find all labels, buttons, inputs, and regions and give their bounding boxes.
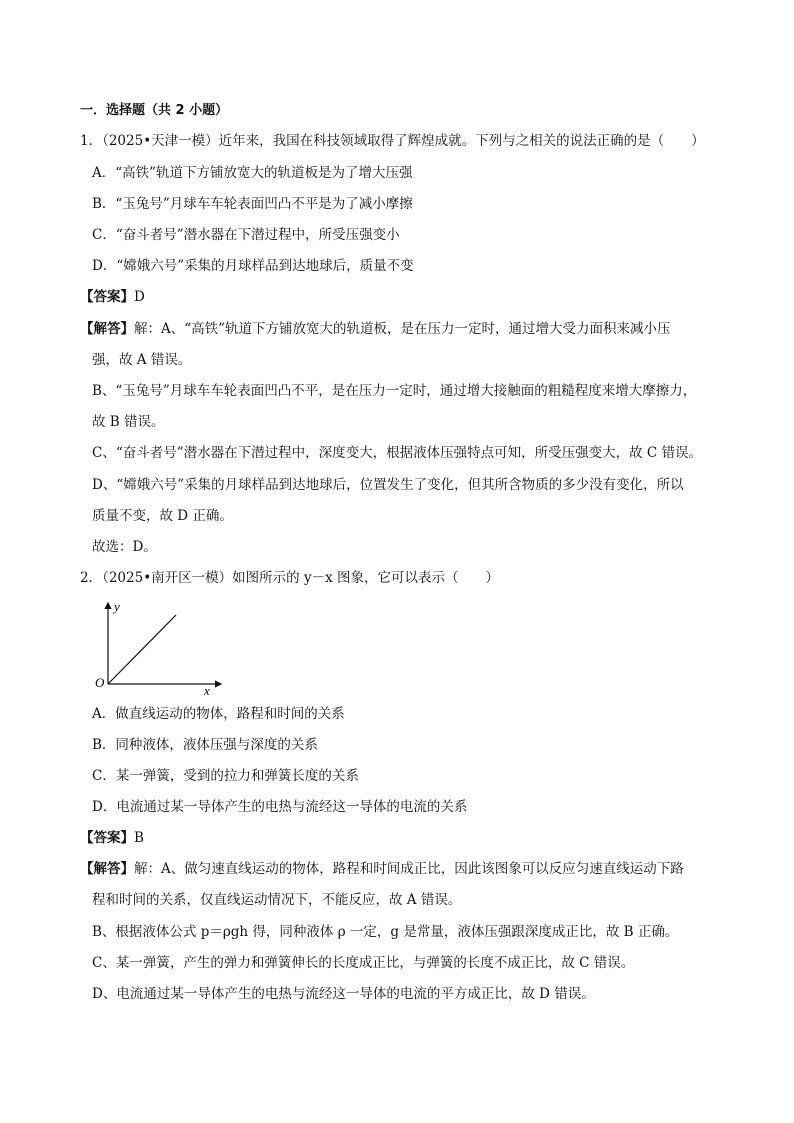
question-1-analysis-line: 强，故 A 错误。 <box>92 352 192 368</box>
y-axis-label: y <box>114 599 120 614</box>
question-1-analysis-line: 质量不变，故 D 正确。 <box>92 508 233 524</box>
question-1-option-a: A．“高铁”轨道下方铺放宽大的轨道板是为了增大压强 <box>92 165 413 181</box>
question-1-option-d: D．“嫦娥六号”采集的月球样品到达地球后，质量不变 <box>92 258 414 274</box>
question-1-stem: 1．（2025•天津一模）近年来，我国在科技领域取得了辉煌成就。下列与之相关的说法正确的是（ ） <box>80 133 705 149</box>
proportional-line <box>108 615 176 684</box>
question-1-option-b: B．“玉兔号”月球车车轮表面凹凸不平是为了减小摩擦 <box>92 196 413 212</box>
question-2-stem: 2．（2025•南开区一模）如图所示的 y－x 图象，它可以表示（ ） <box>80 570 499 586</box>
question-1-analysis-line <box>80 319 671 339</box>
answer-tag: 【答案】 <box>80 830 134 846</box>
analysis-text: 解：A、做匀速直线运动的物体，路程和时间成正比，因此该图象可以反应匀速直线运动下路 <box>134 861 684 877</box>
question-2-analysis-line: B、根据液体公式 p＝ρgh 得，同种液体 ρ 一定，g 是常量，液体压强跟深度成正比，故 B 正确。 <box>92 924 679 940</box>
question-2-option-c: C．某一弹簧，受到的拉力和弹簧长度的关系 <box>92 768 359 784</box>
question-1-answer <box>80 287 145 307</box>
answer-value: D <box>134 289 145 305</box>
question-2-analysis-line: C、某一弹簧，产生的弹力和弹簧伸长的长度成正比，与弹簧的长度不成正比，故 C 错误。 <box>92 955 635 971</box>
question-1-analysis-line: B、“玉兔号”月球车车轮表面凹凸不平，是在压力一定时，通过增大接触面的粗糙程度来增大摩擦力， <box>92 383 697 399</box>
question-1-analysis-line: 故选：D。 <box>92 539 157 555</box>
section-title: 一．选择题（共 2 小题） <box>80 103 229 118</box>
question-1-analysis-line: C、“奋斗者号”潜水器在下潜过程中，深度变大，根据液体压强特点可知，所受压强变大，故 C 错误。 <box>92 445 703 461</box>
answer-value: B <box>134 830 144 846</box>
answer-tag: 【答案】 <box>80 289 134 305</box>
question-2-option-b: B．同种液体，液体压强与深度的关系 <box>92 737 318 753</box>
question-2-analysis-line <box>80 859 684 879</box>
question-2-answer <box>80 828 144 848</box>
question-1-analysis-line: 故 B 错误。 <box>92 414 165 430</box>
question-1-option-c: C．“奋斗者号”潜水器在下潜过程中，所受压强变小 <box>92 227 400 243</box>
origin-label: O <box>95 675 105 690</box>
question-2-option-a: A．做直线运动的物体，路程和时间的关系 <box>92 706 345 722</box>
analysis-tag: 【解答】 <box>80 321 134 337</box>
question-2-option-d: D．电流通过某一导体产生的电热与流经这一导体的电流的关系 <box>92 799 468 815</box>
y-x-graph <box>94 597 224 697</box>
analysis-text: 解：A、“高铁”轨道下方铺放宽大的轨道板，是在压力一定时，通过增大受力面积来减小压 <box>134 321 671 337</box>
question-1-analysis-line: D、“嫦娥六号”采集的月球样品到达地球后，位置发生了变化，但其所含物质的多少没有变化，所以 <box>92 477 684 493</box>
analysis-tag: 【解答】 <box>80 861 134 877</box>
x-axis-label: x <box>204 683 210 697</box>
question-2-analysis-line: D、电流通过某一导体产生的电热与流经这一导体的电流的平方成正比，故 D 错误。 <box>92 986 595 1002</box>
question-2-analysis-line: 程和时间的关系，仅直线运动情况下，不能反应，故 A 错误。 <box>92 892 462 908</box>
